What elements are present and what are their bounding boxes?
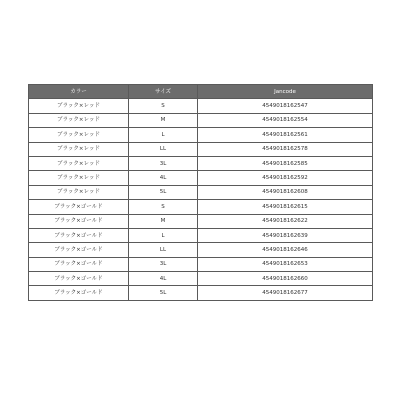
color-cell: ブラック×レッド bbox=[29, 185, 129, 199]
color-cell: ブラック×レッド bbox=[29, 171, 129, 185]
table-row bbox=[29, 113, 373, 127]
jancode-cell: 4549018162547 bbox=[198, 99, 373, 113]
product-spec-table bbox=[28, 84, 373, 301]
table-row bbox=[29, 214, 373, 228]
table-row bbox=[29, 272, 373, 286]
table-row bbox=[29, 286, 373, 300]
header-size: サイズ bbox=[129, 85, 198, 99]
color-cell: ブラック×レッド bbox=[29, 142, 129, 156]
jancode-cell: 4549018162639 bbox=[198, 228, 373, 242]
size-cell: S bbox=[129, 99, 198, 113]
table-row bbox=[29, 185, 373, 199]
table-row bbox=[29, 128, 373, 142]
color-cell: ブラック×ゴールド bbox=[29, 272, 129, 286]
header-row bbox=[29, 85, 373, 99]
color-cell: ブラック×レッド bbox=[29, 156, 129, 170]
table-row bbox=[29, 200, 373, 214]
size-cell: 5L bbox=[129, 185, 198, 199]
table-row bbox=[29, 257, 373, 271]
header-color: カラー bbox=[29, 85, 129, 99]
size-cell: LL bbox=[129, 142, 198, 156]
size-cell: 4L bbox=[129, 171, 198, 185]
table-row bbox=[29, 156, 373, 170]
size-cell: 3L bbox=[129, 257, 198, 271]
color-cell: ブラック×ゴールド bbox=[29, 200, 129, 214]
color-cell: ブラック×レッド bbox=[29, 113, 129, 127]
size-cell: 4L bbox=[129, 272, 198, 286]
jancode-cell: 4549018162660 bbox=[198, 272, 373, 286]
table-header bbox=[29, 85, 373, 99]
jancode-cell: 4549018162677 bbox=[198, 286, 373, 300]
table-row bbox=[29, 171, 373, 185]
jancode-cell: 4549018162561 bbox=[198, 128, 373, 142]
color-cell: ブラック×ゴールド bbox=[29, 214, 129, 228]
table-row bbox=[29, 228, 373, 242]
size-cell: M bbox=[129, 113, 198, 127]
color-cell: ブラック×レッド bbox=[29, 128, 129, 142]
table-row bbox=[29, 142, 373, 156]
jancode-cell: 4549018162622 bbox=[198, 214, 373, 228]
size-cell: L bbox=[129, 128, 198, 142]
jancode-cell: 4549018162578 bbox=[198, 142, 373, 156]
size-cell: M bbox=[129, 214, 198, 228]
size-cell: L bbox=[129, 228, 198, 242]
size-cell: LL bbox=[129, 243, 198, 257]
size-cell: S bbox=[129, 200, 198, 214]
color-cell: ブラック×ゴールド bbox=[29, 228, 129, 242]
size-cell: 3L bbox=[129, 156, 198, 170]
jancode-cell: 4549018162592 bbox=[198, 171, 373, 185]
table-row bbox=[29, 99, 373, 113]
jancode-cell: 4549018162615 bbox=[198, 200, 373, 214]
jancode-cell: 4549018162554 bbox=[198, 113, 373, 127]
jancode-cell: 4549018162608 bbox=[198, 185, 373, 199]
color-cell: ブラック×ゴールド bbox=[29, 286, 129, 300]
jancode-cell: 4549018162585 bbox=[198, 156, 373, 170]
header-jancode: Jancode bbox=[198, 85, 373, 99]
jancode-cell: 4549018162646 bbox=[198, 243, 373, 257]
color-cell: ブラック×ゴールド bbox=[29, 257, 129, 271]
color-cell: ブラック×ゴールド bbox=[29, 243, 129, 257]
table-row bbox=[29, 243, 373, 257]
size-cell: 5L bbox=[129, 286, 198, 300]
color-cell: ブラック×レッド bbox=[29, 99, 129, 113]
table-body bbox=[29, 99, 373, 300]
jancode-cell: 4549018162653 bbox=[198, 257, 373, 271]
